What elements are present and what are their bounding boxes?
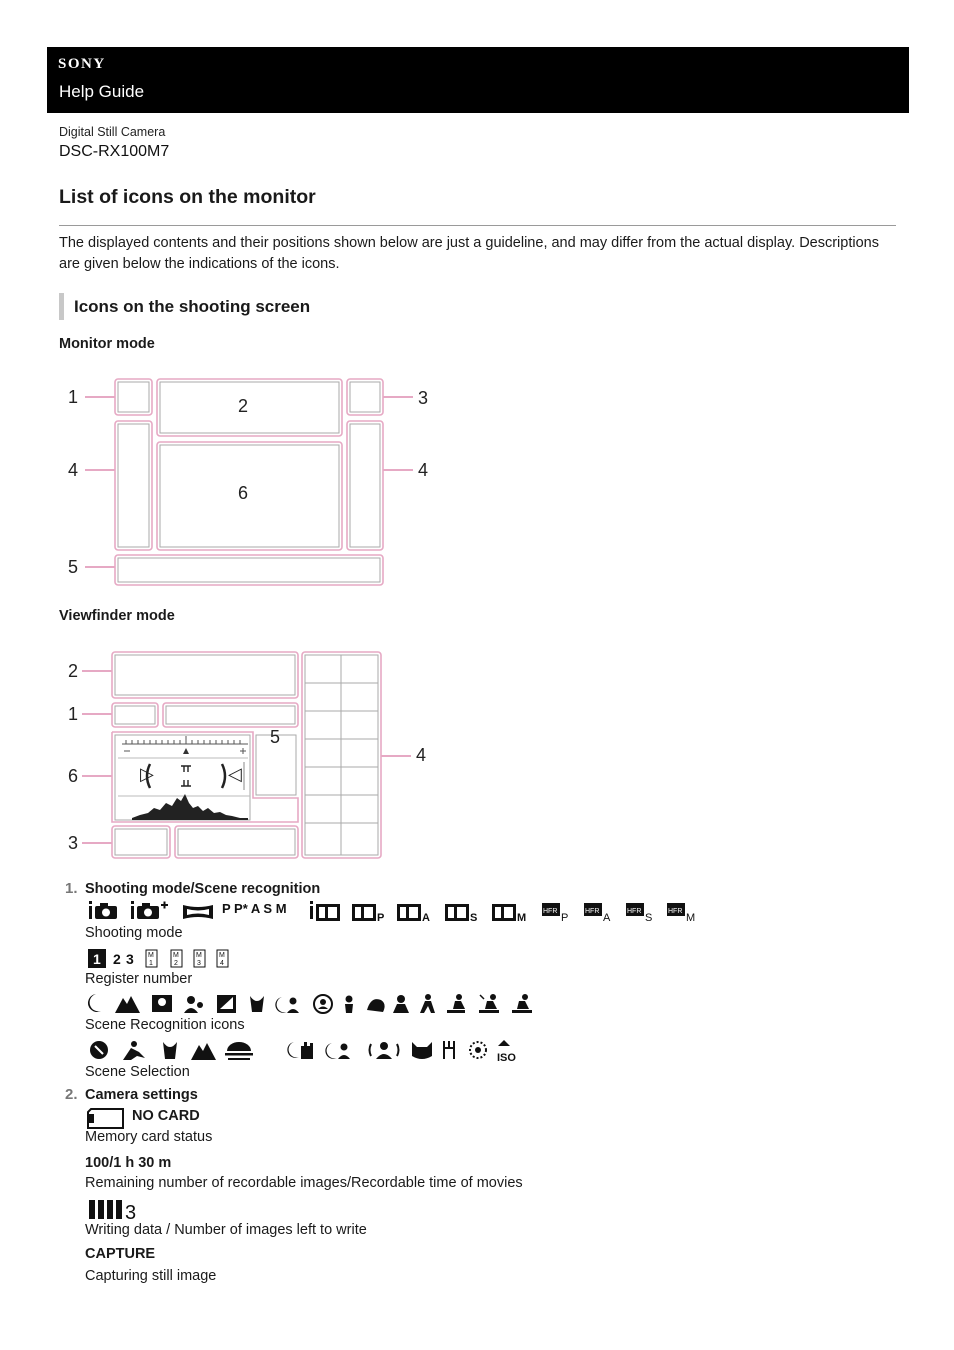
writing-data-desc: Writing data / Number of images left to write bbox=[85, 1222, 367, 1238]
night-portrait-scene-icon bbox=[325, 1043, 350, 1059]
title-divider bbox=[59, 225, 896, 226]
svg-text:4: 4 bbox=[220, 960, 224, 967]
moving-subject-icon bbox=[447, 994, 465, 1013]
writing-data-icon bbox=[87, 1198, 157, 1222]
hfr-s-icon bbox=[626, 903, 652, 924]
scene-recognition-icons bbox=[87, 992, 557, 1016]
help-guide-link[interactable]: Help Guide bbox=[59, 82, 145, 101]
moving-low-light-icon bbox=[512, 994, 532, 1013]
svg-text:1: 1 bbox=[149, 960, 153, 967]
viewfinder-label-1: 1 bbox=[68, 704, 79, 724]
svg-text:HFR: HFR bbox=[543, 908, 558, 915]
product-model: DSC-RX100M7 bbox=[59, 143, 170, 160]
movie-s-icon bbox=[445, 904, 477, 924]
register-3-icon: 3 bbox=[126, 951, 134, 967]
register-number-desc: Register number bbox=[85, 971, 193, 987]
svg-text:S: S bbox=[470, 912, 478, 924]
capture-label: CAPTURE bbox=[85, 1246, 156, 1262]
pasm-mode-letters: P P* A S M bbox=[222, 901, 287, 916]
svg-text:M: M bbox=[173, 952, 179, 959]
movie-p-icon bbox=[352, 904, 384, 924]
baby-icon bbox=[345, 996, 353, 1014]
hfr-m-icon bbox=[667, 903, 695, 924]
svg-text:M: M bbox=[148, 952, 154, 959]
item-number-2: 2. bbox=[65, 1086, 78, 1103]
portrait-scene-icon bbox=[90, 1041, 108, 1059]
landscape-scene-icon bbox=[191, 1043, 216, 1060]
scene-recognition-desc: Scene Recognition icons bbox=[85, 1017, 245, 1033]
spotlight-icon bbox=[367, 999, 385, 1012]
viewfinder-label-2: 2 bbox=[68, 661, 79, 681]
sunset-icon bbox=[225, 1042, 253, 1060]
monitor-mode-diagram bbox=[60, 370, 440, 590]
scene-selection-icons bbox=[87, 1038, 567, 1064]
gourmet-icon bbox=[443, 1041, 455, 1059]
remaining-desc: Remaining number of recordable images/Recordable time of movies bbox=[85, 1175, 523, 1191]
memory-card-desc: Memory card status bbox=[85, 1129, 213, 1145]
svg-text:P: P bbox=[561, 912, 569, 924]
site-header bbox=[47, 47, 909, 113]
svg-text:▷: ▷ bbox=[140, 764, 154, 784]
memory-card-icon bbox=[87, 1108, 127, 1130]
svg-text:P: P bbox=[377, 912, 385, 924]
tripod-night-icon bbox=[393, 995, 409, 1013]
handheld-twilight-icon bbox=[287, 1042, 313, 1059]
register-number-icons bbox=[87, 948, 237, 970]
sports-action-icon bbox=[123, 1041, 145, 1060]
viewfinder-label-3: 3 bbox=[68, 833, 79, 853]
svg-text:3: 3 bbox=[125, 1202, 137, 1222]
high-sensitivity-icon bbox=[497, 1040, 516, 1064]
viewfinder-mode-label: Viewfinder mode bbox=[59, 608, 175, 624]
monitor-label-2: 2 bbox=[238, 396, 249, 416]
movie-a-icon bbox=[397, 904, 430, 924]
superior-auto-icon bbox=[131, 901, 168, 919]
monitor-mode-label: Monitor mode bbox=[59, 336, 155, 352]
svg-text:3: 3 bbox=[197, 960, 201, 967]
shooting-mode-desc: Shooting mode bbox=[85, 925, 183, 941]
movie-intelligent-auto-icon bbox=[310, 901, 340, 921]
night-portrait-icon bbox=[275, 997, 299, 1013]
walking-person-icon bbox=[420, 994, 435, 1013]
svg-text:◁: ◁ bbox=[228, 764, 242, 784]
viewfinder-label-4: 4 bbox=[416, 745, 427, 765]
svg-text:M: M bbox=[196, 952, 202, 959]
fireworks-icon bbox=[470, 1042, 486, 1058]
svg-text:HFR: HFR bbox=[668, 908, 683, 915]
monitor-label-5: 5 bbox=[68, 557, 79, 577]
brand-logo: SONY bbox=[58, 56, 106, 72]
page-title: List of icons on the monitor bbox=[59, 186, 316, 208]
svg-text:M: M bbox=[517, 912, 527, 924]
svg-text:A: A bbox=[422, 912, 430, 924]
svg-text:M: M bbox=[219, 952, 225, 959]
landscape-icon bbox=[115, 996, 140, 1013]
portrait-icon bbox=[184, 996, 203, 1013]
section-title: Icons on the shooting screen bbox=[74, 297, 311, 316]
panorama-icon bbox=[183, 905, 213, 919]
monitor-label-4-left: 4 bbox=[68, 460, 79, 480]
viewfinder-mode-diagram bbox=[60, 648, 440, 862]
item-number-1: 1. bbox=[65, 880, 78, 897]
capture-desc: Capturing still image bbox=[85, 1268, 217, 1284]
no-card-text: NO CARD bbox=[132, 1108, 200, 1124]
night-scene-icon bbox=[88, 994, 101, 1012]
viewfinder-label-6: 6 bbox=[68, 766, 79, 786]
face-tracking-icon bbox=[314, 995, 332, 1013]
macro-scene-icon bbox=[163, 1042, 177, 1059]
section-heading bbox=[59, 293, 310, 320]
svg-text:ISO: ISO bbox=[497, 1052, 516, 1064]
svg-text:S: S bbox=[645, 912, 653, 924]
svg-text:2: 2 bbox=[174, 960, 178, 967]
intro-text: The displayed contents and their positions shown below are just a guideline, and may differ from the actual display. Descriptions are given below the indications of the icons. bbox=[59, 235, 879, 272]
movie-m-icon bbox=[492, 904, 526, 924]
svg-text:M: M bbox=[686, 912, 696, 924]
hfr-a-icon bbox=[584, 903, 611, 924]
svg-text:1: 1 bbox=[93, 951, 101, 967]
hfr-p-icon bbox=[542, 903, 568, 924]
scene-selection-desc: Scene Selection bbox=[85, 1064, 190, 1080]
item-title-camera-settings: Camera settings bbox=[85, 1087, 198, 1103]
intelligent-auto-icon bbox=[89, 901, 117, 919]
item-title-shooting-mode: Shooting mode/Scene recognition bbox=[85, 881, 321, 897]
shooting-mode-icons bbox=[87, 900, 707, 924]
svg-text:HFR: HFR bbox=[627, 908, 642, 915]
anti-motion-blur-icon bbox=[370, 1042, 399, 1059]
monitor-label-6: 6 bbox=[238, 483, 249, 503]
macro-icon bbox=[250, 996, 264, 1012]
svg-text:HFR: HFR bbox=[585, 908, 600, 915]
pet-icon bbox=[412, 1042, 432, 1059]
product-type: Digital Still Camera bbox=[59, 125, 166, 139]
register-2-icon: 2 bbox=[113, 951, 121, 967]
svg-text:A: A bbox=[603, 912, 611, 924]
night-scene-selection-icon bbox=[261, 1041, 273, 1059]
remaining-count: 100/1 h 30 m bbox=[85, 1155, 172, 1171]
viewfinder-label-5: 5 bbox=[270, 727, 281, 747]
moving-backlight-icon bbox=[479, 994, 499, 1013]
monitor-label-1: 1 bbox=[68, 387, 79, 407]
monitor-label-4-right: 4 bbox=[418, 460, 429, 480]
monitor-label-3: 3 bbox=[418, 388, 429, 408]
